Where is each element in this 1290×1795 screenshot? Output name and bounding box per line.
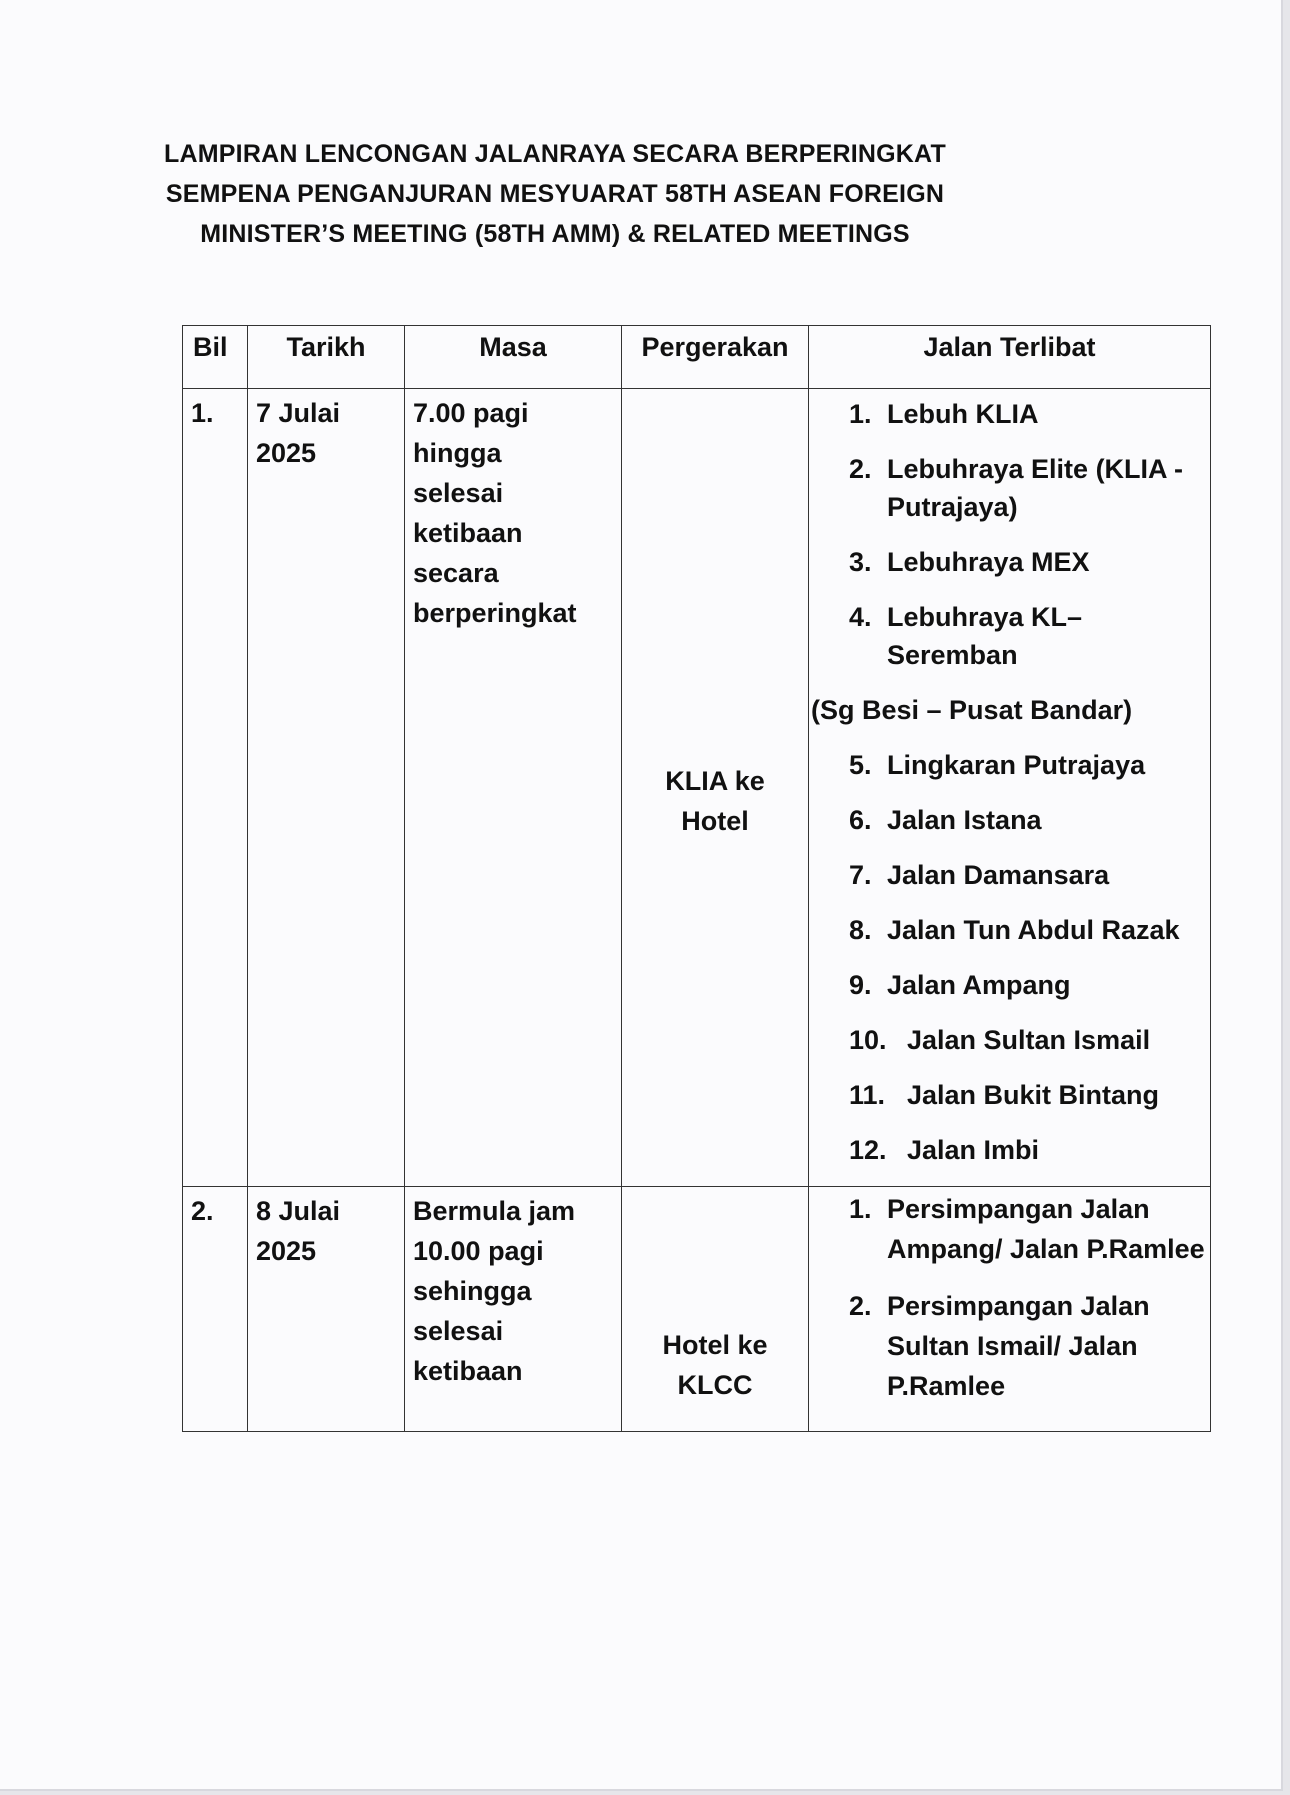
header-jalan-terlibat: Jalan Terlibat [809, 326, 1211, 389]
cell-pergerakan [622, 389, 809, 1187]
road-item: 11. Jalan Bukit Bintang [849, 1080, 1160, 1110]
tarikh-line: 7 Julai [256, 398, 341, 428]
road-list [809, 395, 1210, 1169]
tarikh-line: 8 Julai [256, 1196, 341, 1226]
cell-masa [405, 389, 622, 1187]
masa-line: sehingga [413, 1276, 532, 1306]
tarikh-line: 2025 [256, 438, 317, 468]
cell-jalan-terlibat [809, 389, 1211, 1187]
road-item: 12. Jalan Imbi [849, 1135, 1040, 1165]
pergerakan-line: Hotel ke [662, 1330, 768, 1360]
masa-line: selesai [413, 478, 504, 508]
masa-line: 10.00 pagi [413, 1236, 544, 1266]
road-list [809, 1189, 1210, 1406]
road-item-note: (Sg Besi – Pusat Bandar) [811, 695, 1133, 725]
road-item: 10. Jalan Sultan Ismail [849, 1025, 1151, 1055]
road-item: 2. Lebuhraya Elite (KLIA - Putrajaya) [849, 454, 1184, 522]
header-bil: Bil [183, 326, 248, 389]
road-item: 9. Jalan Ampang [849, 970, 1071, 1000]
masa-line: ketibaan [413, 1356, 523, 1386]
document-title [140, 134, 970, 254]
cell-jalan-terlibat [809, 1187, 1211, 1432]
cell-masa [405, 1187, 622, 1432]
title-line: LAMPIRAN LENCONGAN JALANRAYA SECARA BERPERINGKAT [164, 140, 946, 168]
cell-tarikh [248, 1187, 405, 1432]
road-closure-table [182, 325, 1211, 1432]
cell-bil: 2. [183, 1187, 248, 1432]
masa-line: secara [413, 558, 499, 588]
header-pergerakan: Pergerakan [622, 326, 809, 389]
tarikh-line: 2025 [256, 1236, 317, 1266]
cell-pergerakan [622, 1187, 809, 1432]
pergerakan-line: Hotel [681, 805, 749, 836]
road-item: 5. Lingkaran Putrajaya [849, 750, 1146, 780]
road-item: 7. Jalan Damansara [849, 860, 1110, 890]
title-line: MINISTER’S MEETING (58TH AMM) & RELATED MEETINGS [200, 220, 910, 248]
header-tarikh: Tarikh [248, 326, 405, 389]
masa-line: selesai [413, 1316, 504, 1346]
title-line: SEMPENA PENGANJURAN MESYUARAT 58TH ASEAN FOREIGN [165, 180, 945, 208]
pergerakan-line: KLIA ke [665, 765, 765, 796]
masa-line: Bermula jam [413, 1196, 576, 1226]
masa-line: hingga [413, 438, 502, 468]
table-row [183, 389, 1211, 1187]
road-item: 1. Lebuh KLIA [849, 399, 1039, 429]
masa-line: ketibaan [413, 518, 523, 548]
table-row [183, 1187, 1211, 1432]
table-header-row [183, 326, 1211, 389]
cell-bil: 1. [183, 389, 248, 1187]
road-item: 2. Persimpangan Jalan Sultan Ismail/ Jalan P.Ramlee [849, 1291, 1150, 1401]
masa-line: berperingkat [413, 598, 577, 628]
header-masa: Masa [405, 326, 622, 389]
road-item: 4. Lebuhraya KL–Seremban [849, 602, 1083, 670]
road-item: 1. Persimpangan Jalan Ampang/ Jalan P.Ramlee [849, 1194, 1205, 1264]
masa-line: 7.00 pagi [413, 398, 529, 428]
cell-tarikh [248, 389, 405, 1187]
road-item: 3. Lebuhraya MEX [849, 547, 1090, 577]
pergerakan-line: KLCC [677, 1370, 753, 1400]
road-item: 6. Jalan Istana [849, 805, 1042, 835]
road-item: 8. Jalan Tun Abdul Razak [849, 915, 1180, 945]
